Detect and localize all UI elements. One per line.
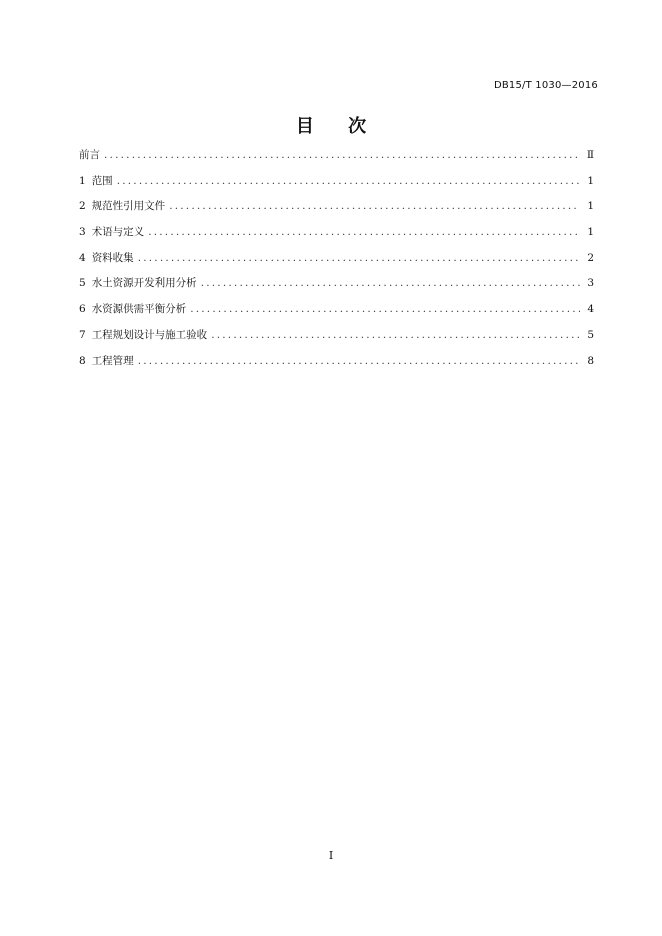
- toc-leader-dots: [138, 252, 580, 264]
- toc-entry-label: 前言: [79, 149, 100, 161]
- toc-entry-foreword[interactable]: [79, 147, 594, 173]
- toc-leader-dots: [169, 200, 580, 212]
- toc-entry-8[interactable]: [79, 353, 594, 379]
- toc-entry-number: 5: [79, 277, 86, 290]
- toc-leader-dots: [201, 277, 580, 289]
- toc-entry-number: 7: [79, 328, 86, 341]
- toc-entry-label: 水土资源开发利用分析: [91, 277, 197, 290]
- toc-entry-label: 水资源供需平衡分析: [91, 303, 187, 316]
- toc-entry-number: 8: [79, 354, 86, 367]
- toc-entry-number: 6: [79, 303, 86, 316]
- toc-leader-dots: [138, 355, 580, 367]
- toc-entry-5[interactable]: [79, 275, 594, 301]
- toc-entry-1[interactable]: [79, 173, 594, 199]
- table-of-contents: [79, 147, 594, 378]
- toc-entry-label: 规范性引用文件: [91, 200, 166, 213]
- toc-entry-number: 4: [79, 251, 86, 264]
- toc-entry-page: 1: [587, 226, 594, 239]
- toc-entry-6[interactable]: [79, 301, 594, 327]
- toc-entry-page: 3: [587, 277, 594, 290]
- toc-entry-label: 工程规划设计与施工验收: [91, 328, 208, 341]
- toc-leader-dots: [211, 329, 580, 341]
- toc-entry-number: 1: [79, 174, 86, 187]
- toc-entry-page: 1: [587, 174, 594, 187]
- toc-entry-7[interactable]: [79, 327, 594, 353]
- toc-entry-label: 术语与定义: [91, 226, 145, 239]
- toc-entry-label: 工程管理: [91, 354, 134, 367]
- toc-leader-dots: [104, 149, 580, 161]
- toc-entry-page: 4: [587, 303, 594, 316]
- toc-leader-dots: [148, 226, 580, 238]
- toc-leader-dots: [117, 175, 580, 187]
- page-title: 目 次: [295, 116, 381, 137]
- toc-entry-page: 5: [587, 328, 594, 341]
- toc-leader-dots: [190, 303, 580, 315]
- page-number: I: [328, 849, 334, 862]
- toc-entry-3[interactable]: [79, 224, 594, 250]
- toc-entry-page: 2: [587, 251, 594, 264]
- toc-entry-2[interactable]: [79, 198, 594, 224]
- toc-entry-4[interactable]: [79, 250, 594, 276]
- toc-entry-label: 资料收集: [91, 251, 134, 264]
- toc-entry-page: Ⅱ: [586, 149, 594, 161]
- toc-entry-page: 1: [587, 200, 594, 213]
- toc-entry-page: 8: [587, 354, 594, 367]
- toc-entry-number: 3: [79, 226, 86, 239]
- toc-entry-label: 范围: [91, 174, 113, 187]
- toc-entry-number: 2: [79, 200, 86, 213]
- document-code: DB15/T 1030—2016: [493, 80, 598, 91]
